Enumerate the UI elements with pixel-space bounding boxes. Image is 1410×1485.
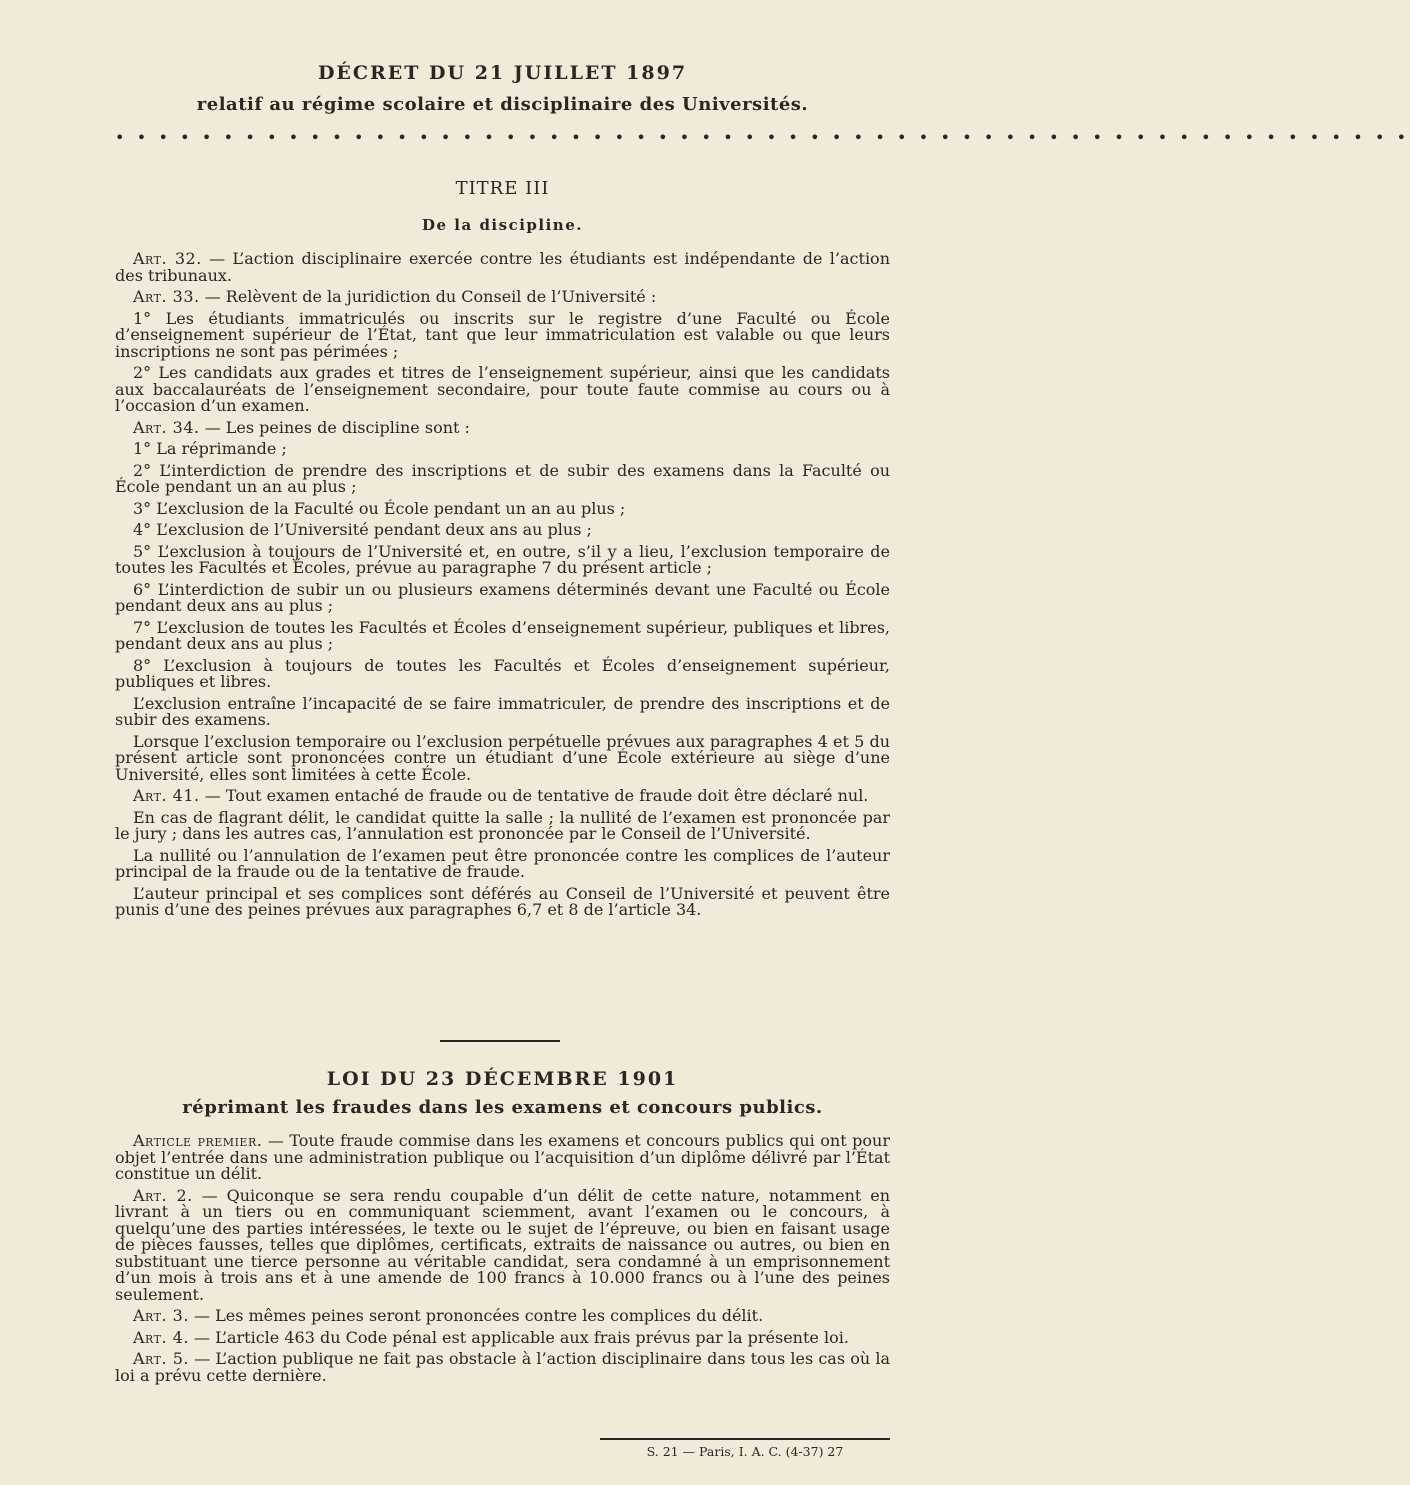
article-label: Art. 5. (133, 1349, 190, 1368)
titre-heading: TITRE III (455, 178, 550, 199)
article-label: Art. 3. (133, 1306, 189, 1325)
paragraph (115, 522, 890, 539)
paragraph (115, 1351, 890, 1384)
paragraph-text: — Toute fraude commise dans les examens et concours publics qui ont pour objet l’entrée dans une administration publique ou l’acquisition d’un diplôme délivré par l’État constitue un délit. (115, 1131, 890, 1183)
paragraph (115, 883, 890, 919)
paragraph (115, 807, 890, 843)
paragraph (115, 498, 890, 518)
loi-body (115, 1133, 890, 1389)
section-divider (440, 1040, 560, 1042)
loi-subtitle: réprimant les fraudes dans les examens et concours publics. (182, 1097, 823, 1118)
paragraph (115, 845, 890, 881)
paragraph (115, 417, 890, 437)
article-label: Article premier. (133, 1131, 263, 1150)
paragraph (115, 289, 890, 306)
paragraph-text: — Quiconque se sera rendu coupable d’un délit de cette nature, notamment en livrant à un tiers ou en communiquant sciemment, avant l’examen ou le concours, à quelqu’une des parties intéressées, le texte ou le sujet de l’épreuve, ou bien en faisant usage de pièces fausses, telles que diplômes, certificats, extraits de naissance ou autres, ou bien en substituant une tierce personne au véritable candidat, sera condamné à un emprisonnement d’un mois à trois ans et à une amende de 100 francs à 10.000 francs ou à l’une des peines seulement. (115, 1185, 891, 1304)
section-subtitle: De la discipline. (422, 216, 583, 234)
article-label: Art. 32. (133, 249, 202, 268)
article-label: Art. 2. (133, 1185, 193, 1205)
article-label: Art. 34. (133, 417, 200, 437)
paragraph-text: 2° Les candidats aux grades et titres de l’enseignement supérieur, ainsi que les candidats aux baccalauréats de l’enseignement secondaire, pour toute faute commise au cours ou à l’occasion d’un examen. (115, 363, 890, 415)
paragraph-text: 8° L’exclusion à toujours de toutes les Facultés et Écoles d’enseignement supérieur, publiques et libres. (115, 655, 890, 691)
paragraph-text: La nullité ou l’annulation de l’examen peut être prononcée contre les complices de l’auteur principal de la fraude ou de la tentative de fraude. (115, 845, 890, 881)
paragraph (115, 541, 890, 577)
paragraph (115, 460, 890, 496)
paragraph (115, 1327, 890, 1347)
paragraph-text: — L’action publique ne fait pas obstacle à l’action disciplinaire dans tous les cas où la loi a prévu cette dernière. (115, 1349, 890, 1385)
paragraph (115, 1308, 890, 1325)
paragraph-text: — Tout examen entaché de fraude ou de tentative de fraude doit être déclaré nul. (199, 786, 869, 805)
article-label: Art. 4. (133, 1327, 189, 1347)
dotted-separator: • • • • • • • • • • • • • • • • • • • • • • • • • • • • • • • • • • • • • • • • • • • • • • • • • • • • • • • • • • • • (115, 128, 1410, 147)
article-label: Art. 33. (133, 287, 200, 306)
loi-title: LOI DU 23 DÉCEMBRE 1901 (326, 1068, 679, 1090)
paragraph-text: 2° L’interdiction de prendre des inscriptions et de subir des examens dans la Faculté ou École pendant un an au plus ; (115, 460, 890, 496)
paragraph-text: — Les peines de discipline sont : (199, 417, 470, 437)
paragraph-text: En cas de flagrant délit, le candidat quitte la salle ; la nullité de l’examen est prononcée par le jury ; dans les autres cas, l’annulation est prononcée par le Conseil de l’Université. (115, 807, 890, 843)
paragraph (115, 308, 890, 361)
paragraph-text: 1° La réprimande ; (133, 439, 287, 458)
paragraph (115, 251, 890, 284)
paragraph-text: Lorsque l’exclusion temporaire ou l’exclusion perpétuelle prévues aux paragraphes 4 et 5 du présent article sont prononcées contre un étudiant d’une École extérieure au siège d’une Université, elles sont limitées à cette École. (115, 731, 890, 784)
paragraph-text: L’auteur principal et ses complices sont déférés au Conseil de l’Université et peuvent être punis d’une des peines prévues aux paragraphes 6,7 et 8 de l’article 34. (115, 883, 890, 919)
paragraph-text: 4° L’exclusion de l’Université pendant deux ans au plus ; (133, 520, 592, 539)
article-label: Art. 41. (133, 786, 200, 805)
decret-body (115, 251, 890, 924)
printer-footer: S. 21 — Paris, I. A. C. (4-37) 27 (600, 1438, 890, 1459)
decret-title: DÉCRET DU 21 JUILLET 1897 (317, 62, 688, 84)
paragraph (115, 1185, 891, 1304)
decret-subtitle: relatif au régime scolaire et disciplinaire des Universités. (196, 94, 809, 115)
paragraph-text: 3° L’exclusion de la Faculté ou École pendant un an au plus ; (133, 498, 626, 518)
paragraph (115, 617, 890, 653)
paragraph (115, 1133, 890, 1183)
paragraph-text: — Relèvent de la juridiction du Conseil de l’Université : (199, 287, 657, 306)
paragraph (115, 788, 890, 805)
paragraph-text: — Les mêmes peines seront prononcées contre les complices du délit. (188, 1306, 764, 1325)
paragraph (115, 441, 890, 458)
paragraph-text: — L’action disciplinaire exercée contre les étudiants est indépendante de l’action des tribunaux. (115, 249, 890, 285)
paragraph-text: 6° L’interdiction de subir un ou plusieurs examens déterminés devant une Faculté ou École pendant deux ans au plus ; (115, 579, 890, 615)
paragraph-text: 1° Les étudiants immatriculés ou inscrits sur le registre d’une Faculté ou École d’enseignement supérieur de l’État, tant que leur immatriculation est valable ou que leurs inscriptions ne sont pas périmées ; (115, 308, 890, 361)
paragraph (115, 365, 890, 415)
paragraph-text: 5° L’exclusion à toujours de l’Université et, en outre, s’il y a lieu, l’exclusion temporaire de toutes les Facultés et Écoles, prévue au paragraphe 7 du présent article ; (115, 541, 890, 577)
paragraph-text: — L’article 463 du Code pénal est applicable aux frais prévus par la présente loi. (188, 1327, 849, 1347)
paragraph-text: 7° L’exclusion de toutes les Facultés et Écoles d’enseignement supérieur, publiques et libres, pendant deux ans au plus ; (115, 617, 890, 653)
paragraph (115, 693, 890, 729)
paragraph (115, 579, 890, 615)
paragraph (115, 655, 890, 691)
paragraph (115, 731, 890, 784)
paragraph-text: L’exclusion entraîne l’incapacité de se faire immatriculer, de prendre des inscriptions et de subir des examens. (115, 693, 890, 729)
